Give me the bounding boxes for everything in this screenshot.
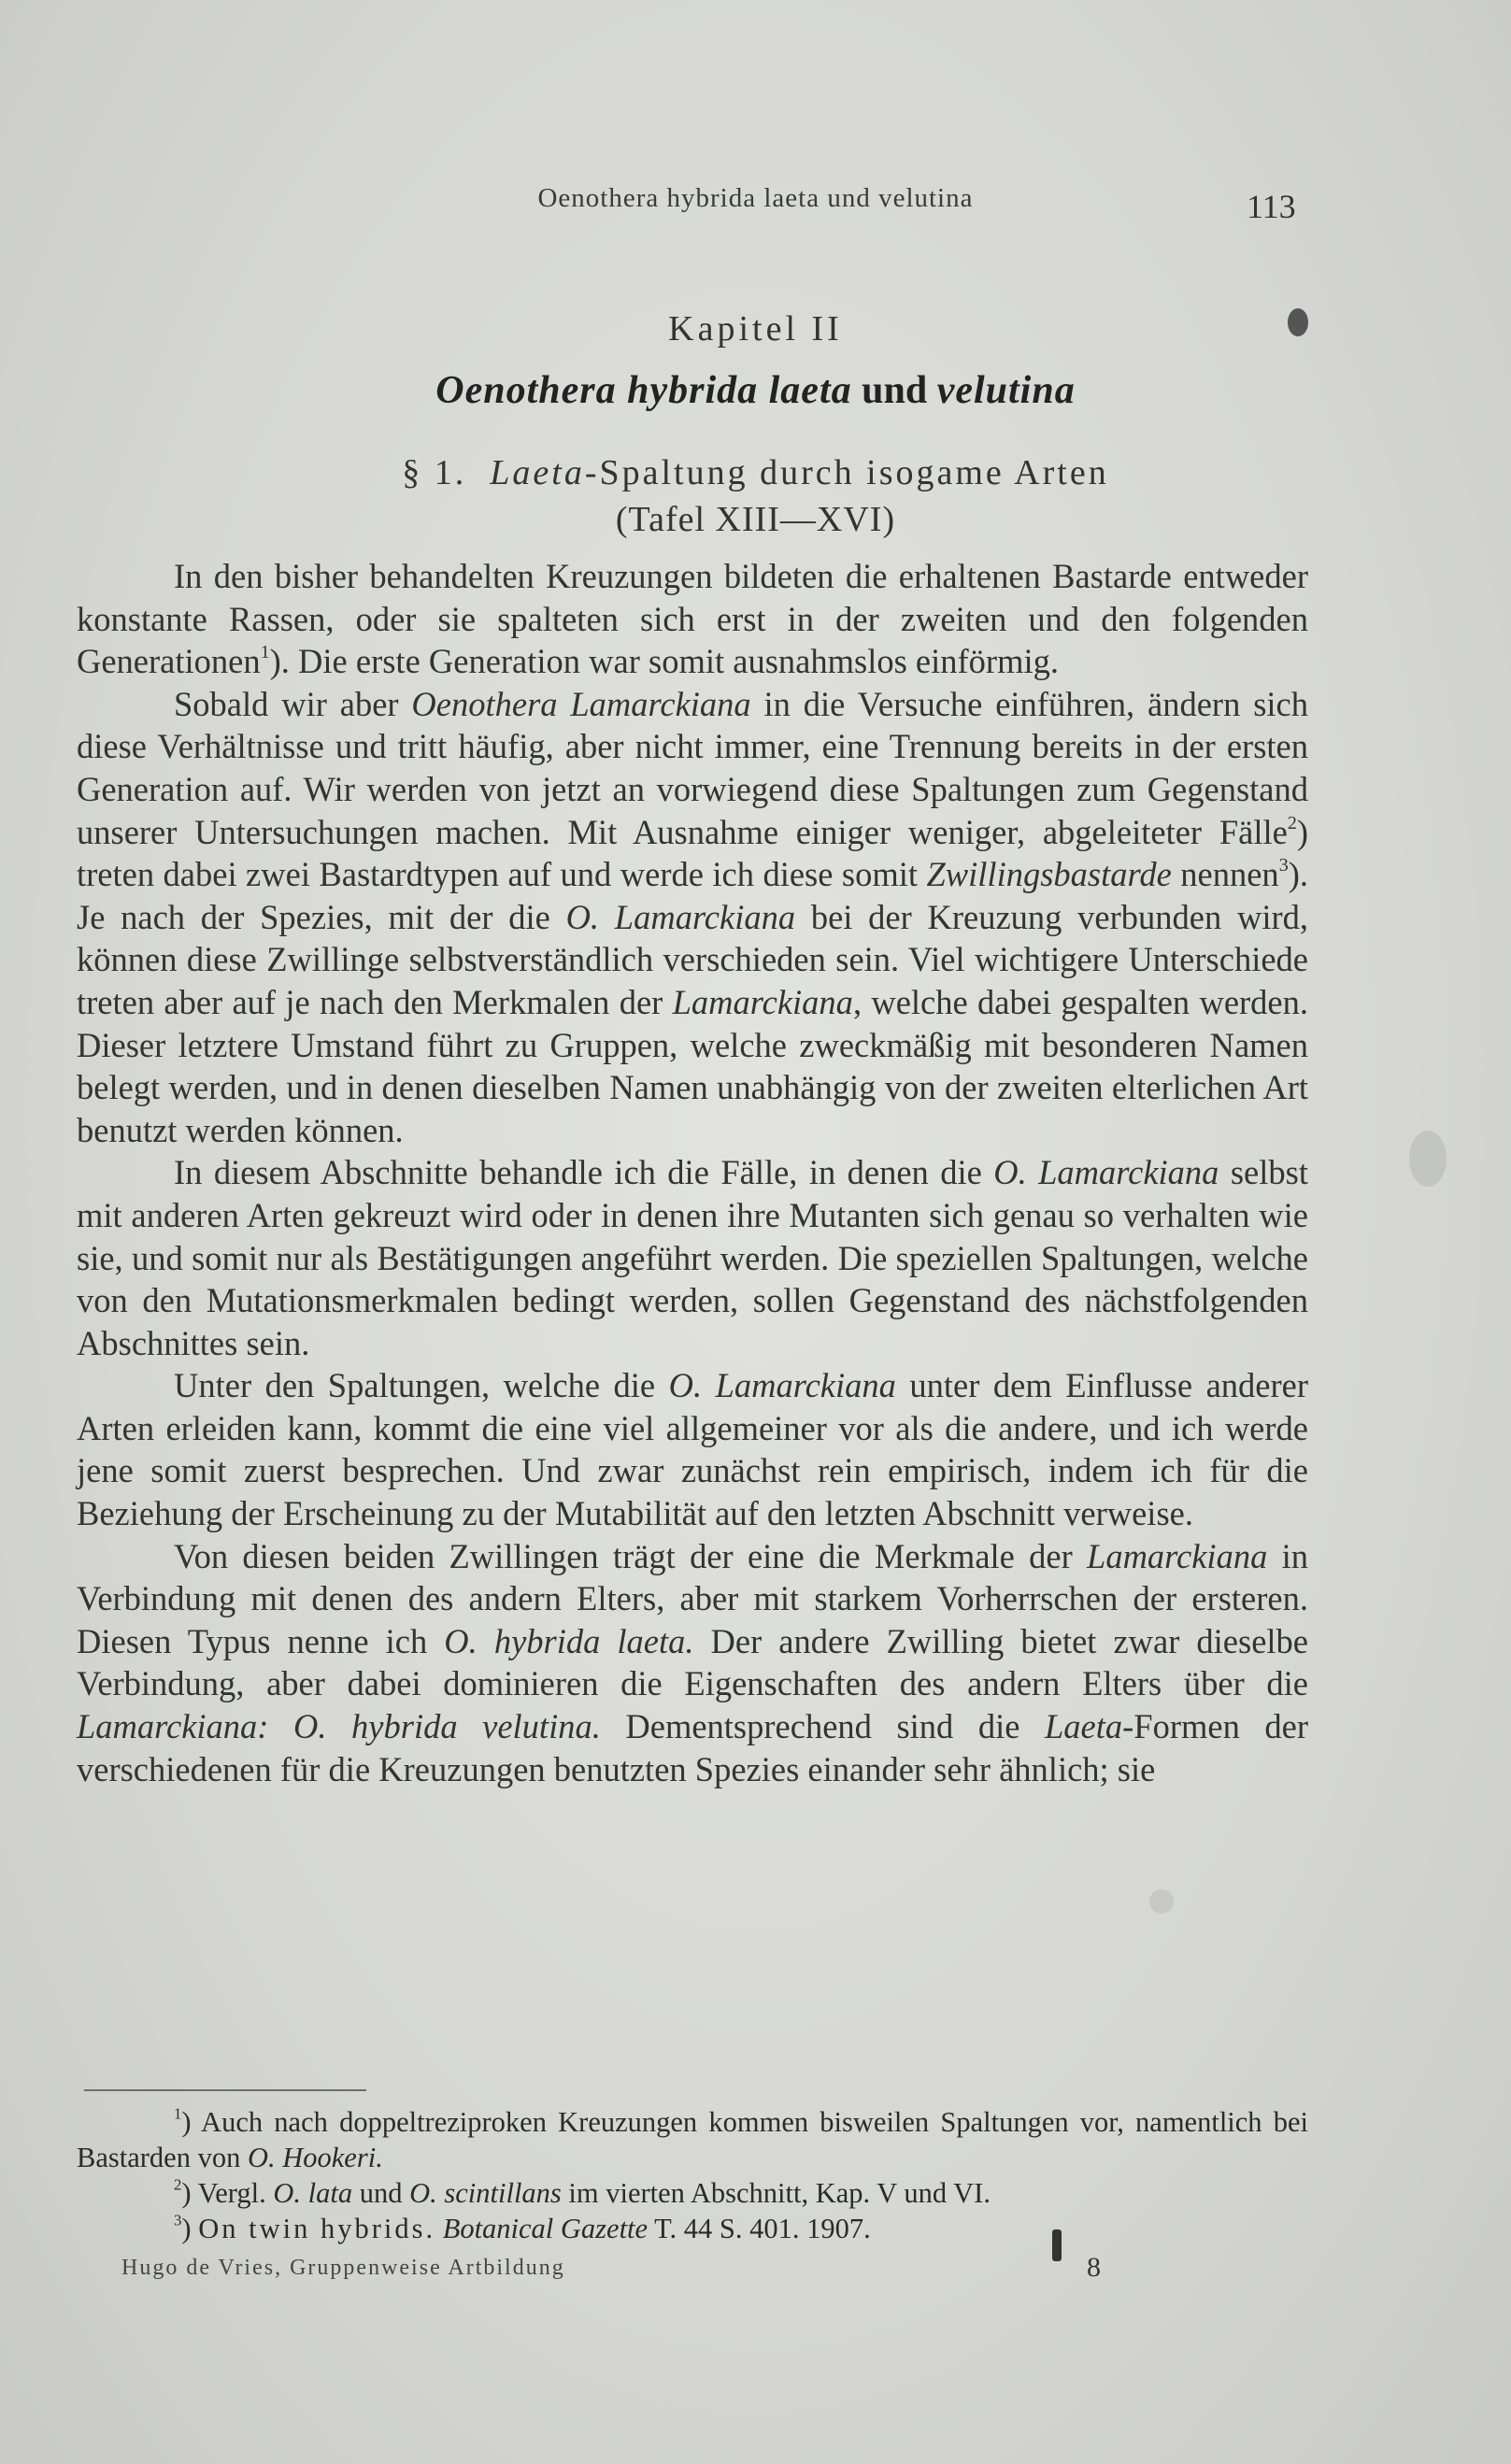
italic-run: O. Lamarckiana [668,1366,896,1405]
footnote-rule [84,2089,366,2091]
paragraph-1 [77,555,1308,683]
footnote-3 [77,2211,1308,2246]
ink-speck [1409,1131,1447,1187]
paragraph-3 [77,1151,1308,1364]
paragraph-5 [77,1535,1308,1791]
footnote-mark: 3 [174,2211,182,2229]
text-run: selbst mit anderen Arten gekreuzt wird oder in denen ihre Mutanten sich genau so verhalten wie sie, und somit nur als Bestätigungen angeführt werden. Die speziellen Spaltungen, welche von den Mutationsmerkmalen bedingt werden, sollen Gegenstand des nächstfolgenden Abschnittes sein. [77,1153,1308,1362]
text-run: Sobald wir aber [174,684,412,723]
section-title-rest: -Spaltung durch isogame Arten [584,453,1109,492]
italic-run: O. Lamarckiana [565,897,796,936]
footnote-mark: 1 [174,2104,182,2123]
text-run: im vierten Abschnitt, Kap. V und VI. [561,2177,991,2209]
footnote-ref: 1 [260,642,270,663]
chapter-title [0,368,1511,413]
text-run: In den bisher behandelten Kreuzungen bildeten die erhaltenen Bastarde entweder konstante Rassen, oder sie spalteten sich erst in der zweiten und den folgenden Generationen [77,557,1308,681]
text-run: Der andere Zwilling bietet zwar dieselbe Verbindung, aber dabei dominieren die Eigenschaften des andern Elters über die [77,1621,1309,1703]
italic-run: O. Hookeri. [247,2142,383,2173]
footnote-ref: 3 [1278,855,1289,876]
italic-run: Lamarckiana: O. hybrida velutina. [77,1707,601,1746]
italic-run: Lamarckiana [1087,1536,1268,1575]
text-run: In diesem Abschnitte behandle ich die Fälle, in denen die [174,1153,994,1192]
text-run: in die Versuche einführen, ändern sich diese Verhältnisse und tritt häufig, aber nicht immer, eine Trennung bereits in der ersten Generation auf. Wir werden von jetzt an vorwiegend diese Spaltungen zum Gegenstand unserer Untersuchungen machen. Mit Ausnahme einiger weniger, abgeleiteter Fälle [77,684,1308,851]
italic-run: O. lata [273,2177,353,2209]
chapter-title-variety: velutina [936,369,1076,412]
section-subtitle: (Tafel XIII—XVI) [615,500,896,539]
ink-speck [1052,2229,1062,2261]
footnotes [77,2104,1308,2246]
italic-run: O. Lamarckiana [993,1153,1219,1192]
text-run: unter dem Einflusse anderer Arten erleiden kann, kommt die eine viel allgemeiner vor als die andere, und ich werde jene somit zuerst besprechen. Und zwar zunächst rein empirisch, indem ich für die Beziehung der Erscheinung zu der Mutabilität auf den letzten Abschnitt verweise. [77,1366,1308,1533]
footnote-1 [77,2104,1308,2175]
text-run: Unter den Spaltungen, welche die [174,1366,669,1405]
paragraph-2 [77,683,1308,1152]
text-run: in Verbindung mit denen des andern Elters, aber mit starkem Vorherrschen der ersteren. Diesen Typus nenne ich [77,1536,1308,1660]
section-heading [0,452,1511,493]
italic-run: Oenothera Lamarckiana [411,684,751,723]
ink-speck [1288,308,1308,336]
text-run: Dementsprechend sind die [600,1707,1045,1746]
text-run: ). Die erste Generation war somit ausnahmslos einförmig. [269,642,1059,681]
chapter-title-species: Oenothera hybrida laeta [435,369,852,412]
page-number: 113 [1247,188,1296,225]
text-run: ) [181,2213,199,2244]
footnote-mark: 2 [174,2175,182,2194]
text-run: und [352,2177,410,2209]
section-marker: § 1. [402,453,467,492]
body-text [77,555,1308,1790]
text-run [435,2213,443,2244]
running-head: Oenothera hybrida laeta und velutina [537,183,974,213]
chapter-title-and: und [862,369,928,412]
text-run: bei der Kreuzung verbunden wird, können diese Zwillinge selbstverständlich verschieden sein. Viel wichtigere Unterschiede treten aber auf je nach den Merkmalen der [77,897,1308,1021]
text-run: ) Auch nach doppeltreziproken Kreuzungen kommen bisweilen Spaltungen vor, namentlich bei Bastarden von [77,2106,1308,2173]
text-run: , welche dabei gespalten werden. Dieser letztere Umstand führt zu Gruppen, welche zweckmäßig mit besonderen Namen belegt werden, und in denen dieselben Namen unabhängig von der zweiten elterlichen Art benutzt werden können. [77,982,1308,1149]
footnote-2 [77,2175,1308,2211]
italic-run: Laeta [1044,1707,1123,1746]
chapter-label: Kapitel II [668,309,843,349]
text-run: ). Je nach der Spezies, mit der die [77,855,1308,936]
text-run: T. 44 S. 401. 1907. [648,2213,871,2244]
text-run: -Formen der verschiedenen für die Kreuzungen benutzten Spezies einander sehr ähnlich; sie [77,1707,1308,1788]
text-run: Von diesen beiden Zwillingen trägt der eine die Merkmale der [174,1536,1088,1575]
text-run: ) treten dabei zwei Bastardtypen auf und werde ich diese somit [77,812,1308,894]
text-run: nennen [1171,855,1279,894]
italic-run: O. scintillans [409,2177,562,2209]
printer-signature: Hugo de Vries, Gruppenweise Artbildung [121,2256,565,2280]
italic-run: Zwillingsbastarde [926,855,1172,894]
text-run: ) Vergl. [181,2177,274,2209]
footnote-ref: 2 [1287,812,1297,833]
italic-run: Lamarckiana [672,982,853,1021]
italic-run: O. hybrida laeta. [444,1621,694,1660]
spaced-title: On twin hybrids. [198,2213,436,2244]
italic-run: Botanical Gazette [442,2213,649,2244]
paragraph-4 [77,1364,1308,1534]
signature-number: 8 [1087,2252,1101,2283]
ink-speck [1149,1889,1174,1914]
section-title-italic: Laeta [490,453,585,492]
